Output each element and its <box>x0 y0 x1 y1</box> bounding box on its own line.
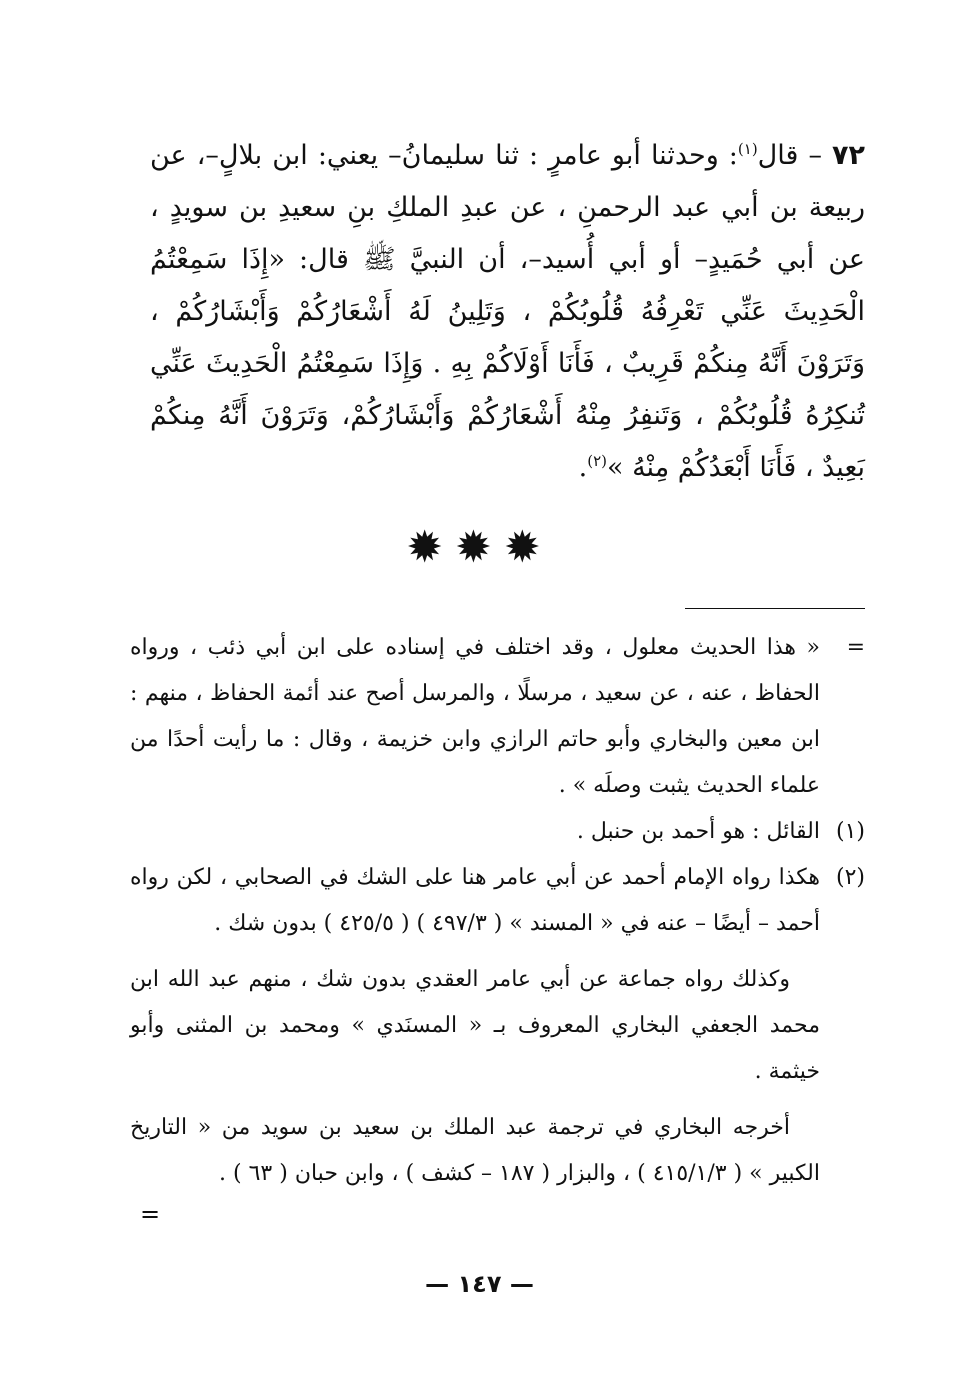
section-divider-stars: ✹✹✹ <box>406 522 553 573</box>
footnote-1 <box>130 809 865 855</box>
footnote-1-marker: (١) <box>835 819 865 844</box>
footnote-2-text: هكذا رواه الإمام أحمد عن أبي عامر هنا على الشك في الصحابي ، لكن رواه أحمد – أيضًا – عنه في « المسند » ( ٤٩٧/٣ ) ( ٤٢٥/٥ ) بدون شك . <box>130 865 820 936</box>
footnote-2-marker: (٢) <box>835 865 865 890</box>
continues-marker: = <box>140 1200 161 1228</box>
hadith-intro: – قال <box>757 140 833 171</box>
hadith-block <box>150 130 865 494</box>
footnote-ref-2[interactable]: (٢) <box>587 452 607 470</box>
footnote-ref-1[interactable]: (١) <box>737 140 758 158</box>
page-number: — ١٤٧ — <box>425 1270 534 1298</box>
footnote-2-paragraph-a: وكذلك رواه جماعة عن أبي عامر العقدي بدون شك ، منهم عبد الله ابن محمد الجعفي البخاري المعروف بـ « المسنَدي » ومحمد بن المثنى وأبو خيثمة . <box>130 967 820 1084</box>
footnote-separator-line <box>685 608 865 609</box>
hadith-end: . <box>578 452 588 483</box>
footnotes-section <box>130 625 865 1197</box>
footnote-continued-text: « هذا الحديث معلول ، وقد اختلف في إسناده على ابن أبي ذئب ، ورواه الحفاظ ، عنه ، عن سعيد ، مرسلًا ، والمرسل أصح عند أئمة الحفاظ ، منهم : ابن معين والبخاري وأبو حاتم الرازي وابن خزيمة ، وقال : ما رأيت أحدًا من علماء الحديث يثبت وصلَه » . <box>130 635 820 798</box>
footnote-2-paragraph-b: أخرجه البخاري في ترجمة عبد الملك بن سعيد بن سويد من « التاريخ الكبير » ( ٤١٥/١/٣ ) ، والبزار ( ١٨٧ – كشف ) ، وابن حبان ( ٦٣ ) . <box>130 1115 820 1186</box>
hadith-text: : وحدثنا أبو عامرٍ : ثنا سليمانُ– يعني: ابن بلالٍ–، عن ربيعة بن أبي عبد الرحمنِ ، عن عبدِ الملكِ بنِ سعيدِ بن سويدٍ ، عن أبي حُمَيدٍ– أو أبي أُسيد–، أن النبيَّ ﷺ قال: «إِذَا سَمِعْتُمُ الْحَدِيثَ عَنِّي تَعْرِفُهُ قُلُوبُكُمْ ، وَتَلِينُ لَهُ أَشْعَارُكُمْ وَأَبْشَارُكُمْ ، وَتَرَوْنَ أَنَّهُ مِنكُمْ قَرِيبٌ ، فَأَنَا أَوْلَاكُمْ بِهِ . وَإِذَا سَمِعْتُمُ الْحَدِيثَ عَنِّي تُنكِرُهُ قُلُوبُكُمْ ، وَتَنفِرُ مِنْهُ أَشْعَارُكُمْ وَأَبْشَارُكُمْ، وَتَرَوْنَ أَنَّهُ مِنكُمْ بَعِيدٌ ، فَأَنَا أَبْعَدُكُمْ مِنْهُ » <box>150 140 865 483</box>
footnote-2 <box>130 855 865 947</box>
footnote-continued <box>130 625 865 809</box>
continuation-marker: = <box>846 635 865 660</box>
hadith-paragraph <box>150 130 865 494</box>
hadith-number: ٧٢ <box>832 140 865 171</box>
footnote-1-text: القائل : هو أحمد بن حنبل . <box>576 819 820 844</box>
